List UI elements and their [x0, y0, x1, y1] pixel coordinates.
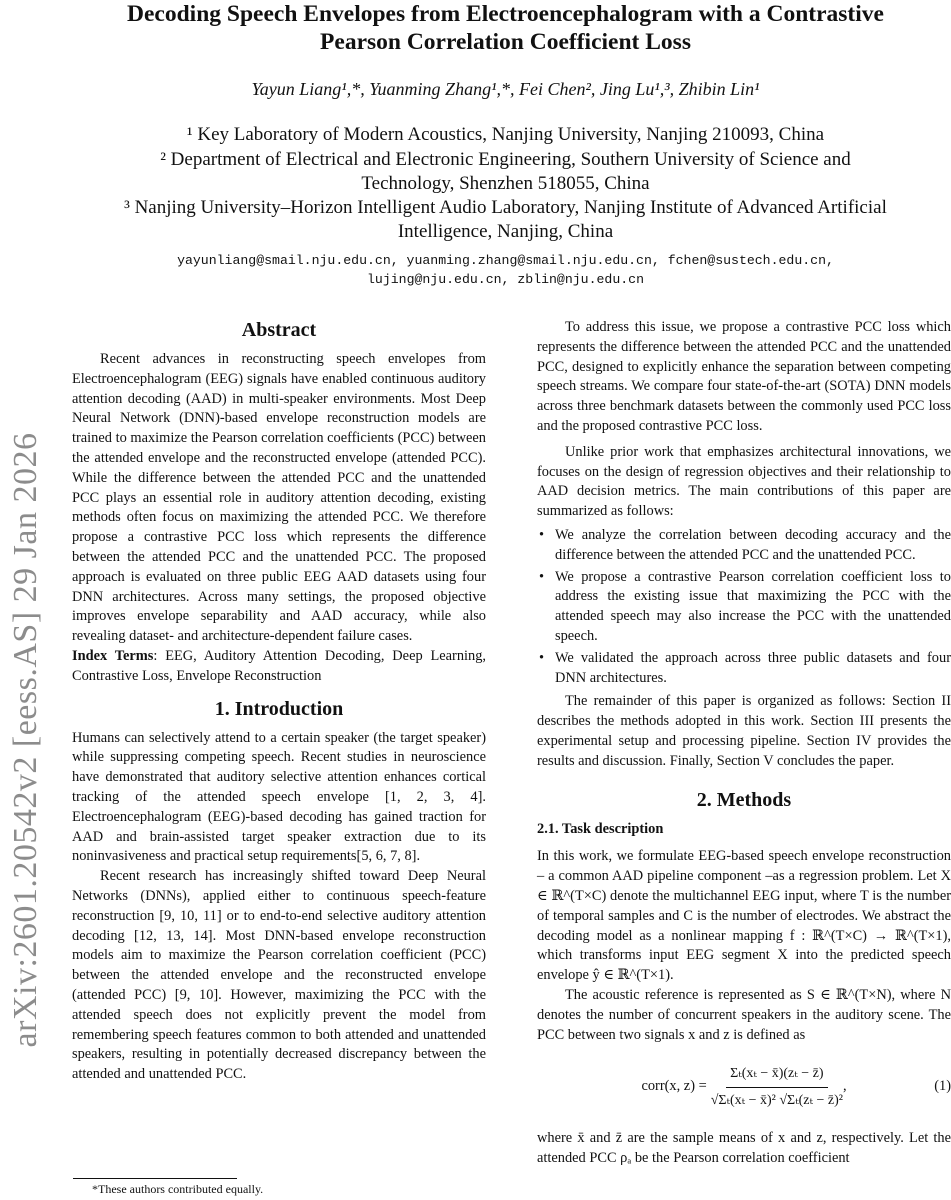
- left-column: [72, 318, 486, 1085]
- footnote: *These authors contributed equally.: [92, 1182, 264, 1196]
- author-list: Yayun Liang¹,*, Yuanming Zhang¹,*, Fei Chen², Jing Lu¹,³, Zhibin Lin¹: [251, 79, 760, 99]
- equation-lhs: corr(x, z) =: [641, 1078, 707, 1095]
- index-terms-text: : EEG, Auditory Attention Decoding, Deep Learning, Contrastive Loss, Envelope Reconstruction: [72, 647, 486, 684]
- abstract-text: Recent advances in reconstructing speech envelopes from Electroencephalogram (EEG) signals have enabled continuous auditory attention decoding (AAD) in multi-speaker environments. Most Deep Neural Network (DNN)-based envelope reconstruction models are trained to maximize the Pearson correlation coefficients (PCC) between the attended envelope and the reconstructed envelope (attended PCC). While the difference between the attended PCC and the unattended PCC plays an essential role in auditory attention decoding, existing methods often focus on maximizing the attended PCC. We therefore propose a contrastive PCC loss which represents the difference between the attended PCC and the unattended PCC. The proposed approach is evaluated on three public EEG AAD datasets using four DNN architectures. Across many settings, the proposed objective improves envelope separability and AAD accuracy, while also revealing dataset- and architecture-dependent failure cases.: [72, 351, 486, 645]
- affiliation-1: ¹ Key Laboratory of Modern Acoustics, Nanjing University, Nanjing 210093, China: [186, 124, 825, 145]
- task-paragraph-1: In this work, we formulate EEG-based speech envelope reconstruction – a common AAD pipeline component –as a regression problem. Let X ∈ ℝ^(T×C) denote the multichannel EEG input, where T is the number of temporal samples and C is the number of electrodes. We abstract the decoding model as a nonlinear mapping f : ℝ^(T×C) → ℝ^(T×1), which transforms input EEG segment X into the predicted speech envelope ŷ ∈ ℝ^(T×1).: [537, 848, 951, 984]
- equation-number: (1): [934, 1078, 951, 1095]
- intro-heading: 1. Introduction: [214, 697, 344, 720]
- abstract-heading: Abstract: [241, 319, 317, 341]
- task-heading: 2.1. Task description: [537, 820, 664, 837]
- arxiv-sidebar: [8, 300, 44, 1180]
- methods-heading: 2. Methods: [696, 788, 792, 811]
- right-paragraph-1: To address this issue, we propose a contrastive PCC loss which represents the difference between the attended PCC and the unattended PCC, designed to explicitly enhance the separation between competing speech streams. We compare four state-of-the-art (SOTA) DNN models across three benchmark datasets between the commonly used PCC loss and the proposed contrastive PCC loss.: [537, 319, 951, 434]
- footnote-divider: [73, 1178, 237, 1179]
- index-terms-label: Index Terms: [72, 647, 154, 664]
- affiliation-2-cont: Technology, Shenzhen 518055, China: [361, 173, 650, 194]
- emails-line-2: lujing@nju.edu.cn, zblin@nju.edu.cn: [367, 272, 644, 287]
- list-item: • We validated the approach across three public datasets and four DNN architectures.: [555, 649, 951, 689]
- equation-numerator: Σₜ(xₜ − x̄)(zₜ − z̄): [726, 1064, 827, 1088]
- equation-1: corr(x, z) = $\frac{\text{Σₜ(xₜ − x̄)(zₜ − z̄)}}{\text{√Σₜ(xₜ − x̄)² √Σₜ(zₜ − z̄)²}}$ , (1): [537, 1057, 951, 1117]
- task-paragraph-2: The acoustic reference is represented as S ∈ ℝ^(T×N), where N denotes the number of concurrent speakers in the auditory scene. The PCC between two signals x and z is defined as: [537, 986, 951, 1043]
- affiliation-2: ² Department of Electrical and Electronic Engineering, Southern University of Science and: [160, 149, 851, 170]
- email-block: [60, 251, 951, 289]
- list-item: • We analyze the correlation between decoding accuracy and the difference between the attended PCC and the unattended PCC.: [555, 526, 951, 566]
- affiliation-3: ³ Nanjing University–Horizon Intelligent Audio Laboratory, Nanjing Institute of Advanced Artificial: [124, 197, 887, 218]
- equation-fraction: [711, 1064, 843, 1111]
- contribution-list: [537, 526, 951, 688]
- title-line-1: Decoding Speech Envelopes from Electroencephalogram with a Contrastive: [127, 1, 884, 27]
- index-terms: [72, 647, 486, 687]
- arxiv-id: arXiv:2601.20542v2 [eess.AS] 29 Jan 2026: [7, 432, 44, 1048]
- intro-paragraph-2: Recent research has increasingly shifted toward Deep Neural Networks (DNNs), applied either to continuous speech-feature reconstruction [9, 10, 11] or to end-to-end selective auditory attention decoding [12, 13, 14]. Most DNN-based envelope reconstruction models aim to maximize the Pearson correlation coefficient (PCC) between the attended envelope and the reconstructed envelope (attended PCC) [9, 10]. However, maximizing the PCC with the attended speech does not explicitly prevent the model from remembering speech features common to both attended and unattended speakers, resulting in potentially decreased discrepancy between the attended and unattended PCC.: [72, 868, 486, 1083]
- intro-paragraph-1: Humans can selectively attend to a certain speaker (the target speaker) while suppressing competing speech. Recent studies in neuroscience have demonstrated that auditory selective attention enhances cortical tracking of the attended speech envelope [1, 2, 3, 4]. Electroencephalogram (EEG)-based decoding has gained traction for AAD and brain-assisted target speaker extraction due to its noninvasiveness and practical setup requirements[5, 6, 7, 8].: [72, 729, 486, 865]
- title-line-2: Pearson Correlation Coefficient Loss: [320, 29, 691, 55]
- right-column: [537, 318, 951, 1169]
- task-paragraph-3: where x̄ and z̄ are the sample means of x and z, respectively. Let the attended PCC ρₐ be the Pearson correlation coefficient: [537, 1130, 951, 1167]
- paper-title: [60, 0, 951, 56]
- right-paragraph-3: The remainder of this paper is organized as follows: Section II describes the methods adopted in this work. Section III presents the experimental setup and processing pipeline. Section IV provides the results and discussion. Finally, Section V concludes the paper.: [537, 693, 951, 769]
- emails-line-1: yayunliang@smail.nju.edu.cn, yuanming.zhang@smail.nju.edu.cn, fchen@sustech.edu.cn,: [177, 253, 834, 268]
- list-item: • We propose a contrastive Pearson correlation coefficient loss to address the existing issue that maximizing the PCC with the attended speech may also increase the PCC with the unattended speech.: [555, 568, 951, 647]
- affiliation-3-cont: Intelligence, Nanjing, China: [397, 221, 614, 242]
- right-paragraph-2: Unlike prior work that emphasizes architectural innovations, we focuses on the design of regression objectives and their relationship to AAD decision metrics. The main contributions of this paper are summarized as follows:: [537, 443, 951, 520]
- equation-denominator: √Σₜ(xₜ − x̄)² √Σₜ(zₜ − z̄)²: [710, 1092, 843, 1108]
